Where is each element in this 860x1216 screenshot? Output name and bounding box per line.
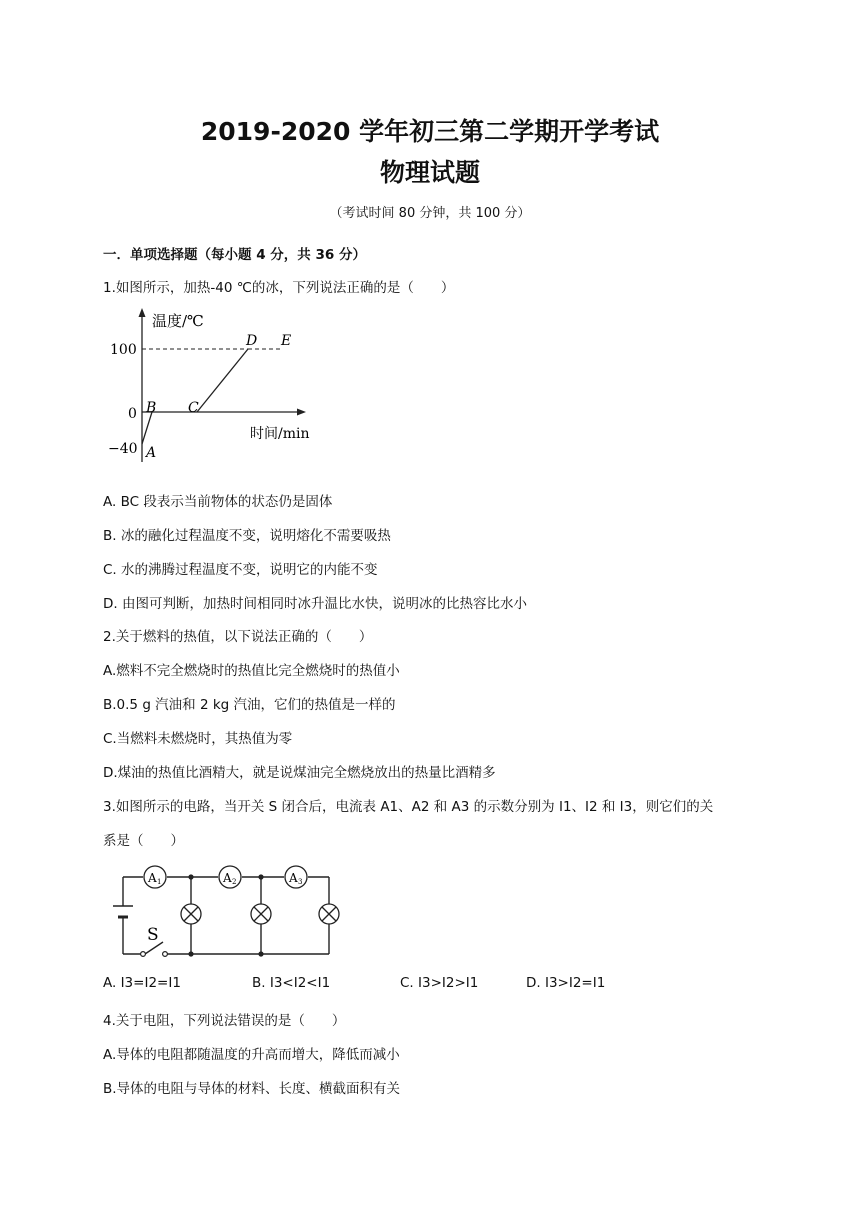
subject-title: 物理试题 — [379, 158, 480, 187]
q1-option-a: A. BC 段表示当前物体的状态仍是固体 — [103, 494, 333, 510]
q1-option-d: D. 由图可判断，加热时间相同时冰升温比水快，说明冰的比热容比水小 — [103, 596, 527, 612]
junction-dot — [258, 874, 263, 879]
q2-option-d: D.煤油的热值比酒精大，就是说煤油完全燃烧放出的热量比酒精多 — [103, 765, 496, 781]
q3-stem: 3.如图所示的电路，当开关 S 闭合后，电流表 A1、A2 和 A3 的示数分别为 I1、I2 和 I3，则它们的关 — [103, 799, 714, 815]
segment-ab — [142, 412, 152, 444]
switch-contact-right — [163, 952, 168, 957]
tick-0: 0 — [128, 406, 137, 422]
x-axis-arrow — [297, 409, 306, 416]
point-label-c: C — [188, 400, 199, 416]
q3-option-c: C. I3>I2>I1 — [400, 975, 479, 991]
segment-cd — [197, 349, 248, 412]
junction-dot — [188, 951, 193, 956]
exam-title: 2019-2020 学年初三第二学期开学考试 — [200, 117, 660, 146]
exam-info: （考试时间 80 分钟，共 100 分） — [329, 206, 531, 221]
ammeter-a1 — [144, 866, 166, 888]
q4-option-a: A.导体的电阻都随温度的升高而增大，降低而减小 — [103, 1047, 400, 1063]
ammeter-a1-label: A — [148, 871, 157, 885]
lamp-3 — [319, 904, 339, 924]
q3-option-a: A. I3=I2=I1 — [103, 975, 181, 991]
point-label-e: E — [281, 333, 292, 349]
q2-stem: 2.关于燃料的热值，以下说法正确的（ ） — [103, 629, 373, 645]
q4-option-b: B.导体的电阻与导体的材料、长度、横截面积有关 — [103, 1081, 401, 1097]
tick-100: 100 — [110, 342, 137, 358]
ammeter-a1-sub: 1 — [157, 878, 162, 886]
q1-option-b: B. 冰的融化过程温度不变，说明熔化不需要吸热 — [103, 528, 391, 544]
section-heading: 一．单项选择题（每小题 4 分，共 36 分） — [103, 247, 366, 263]
ammeter-a3-label: A — [289, 871, 298, 885]
ammeter-a3-sub: 3 — [298, 878, 303, 886]
q2-option-c: C.当燃料未燃烧时，其热值为零 — [103, 731, 293, 747]
lamp-2 — [251, 904, 271, 924]
q3-option-b: B. I3<I2<I1 — [252, 975, 331, 991]
switch-contact-left — [141, 952, 146, 957]
q3-options — [103, 975, 605, 991]
lamp-1 — [181, 904, 201, 924]
q1-temperature-graph — [100, 302, 340, 472]
point-label-b: B — [146, 400, 157, 416]
y-axis-arrow — [139, 308, 146, 317]
q3-stem-cont: 系是（ ） — [103, 833, 184, 849]
junction-dot — [258, 951, 263, 956]
q2-option-a: A.燃料不完全燃烧时的热值比完全燃烧时的热值小 — [103, 663, 400, 679]
junction-dot — [188, 874, 193, 879]
switch-label: S — [147, 925, 159, 945]
q4-stem: 4.关于电阻，下列说法错误的是（ ） — [103, 1013, 346, 1029]
x-axis-label: 时间/min — [250, 426, 310, 442]
q3-option-d: D. I3>I2=I1 — [526, 975, 606, 991]
q3-circuit-diagram — [105, 862, 350, 964]
q1-stem: 1.如图所示，加热-40 ℃的冰，下列说法正确的是（ ） — [103, 280, 455, 296]
ammeter-a2-label: A — [223, 871, 232, 885]
q1-option-c: C. 水的沸腾过程温度不变，说明它的内能不变 — [103, 562, 378, 578]
ammeter-a3 — [285, 866, 307, 888]
q2-option-b: B.0.5 g 汽油和 2 kg 汽油，它们的热值是一样的 — [103, 697, 396, 713]
tick-minus-40: −40 — [108, 441, 138, 457]
ammeter-a2-sub: 2 — [232, 878, 237, 886]
point-label-d: D — [246, 333, 258, 349]
y-axis-label: 温度/℃ — [152, 312, 204, 330]
point-label-a: A — [146, 445, 157, 461]
ammeter-a2 — [219, 866, 241, 888]
